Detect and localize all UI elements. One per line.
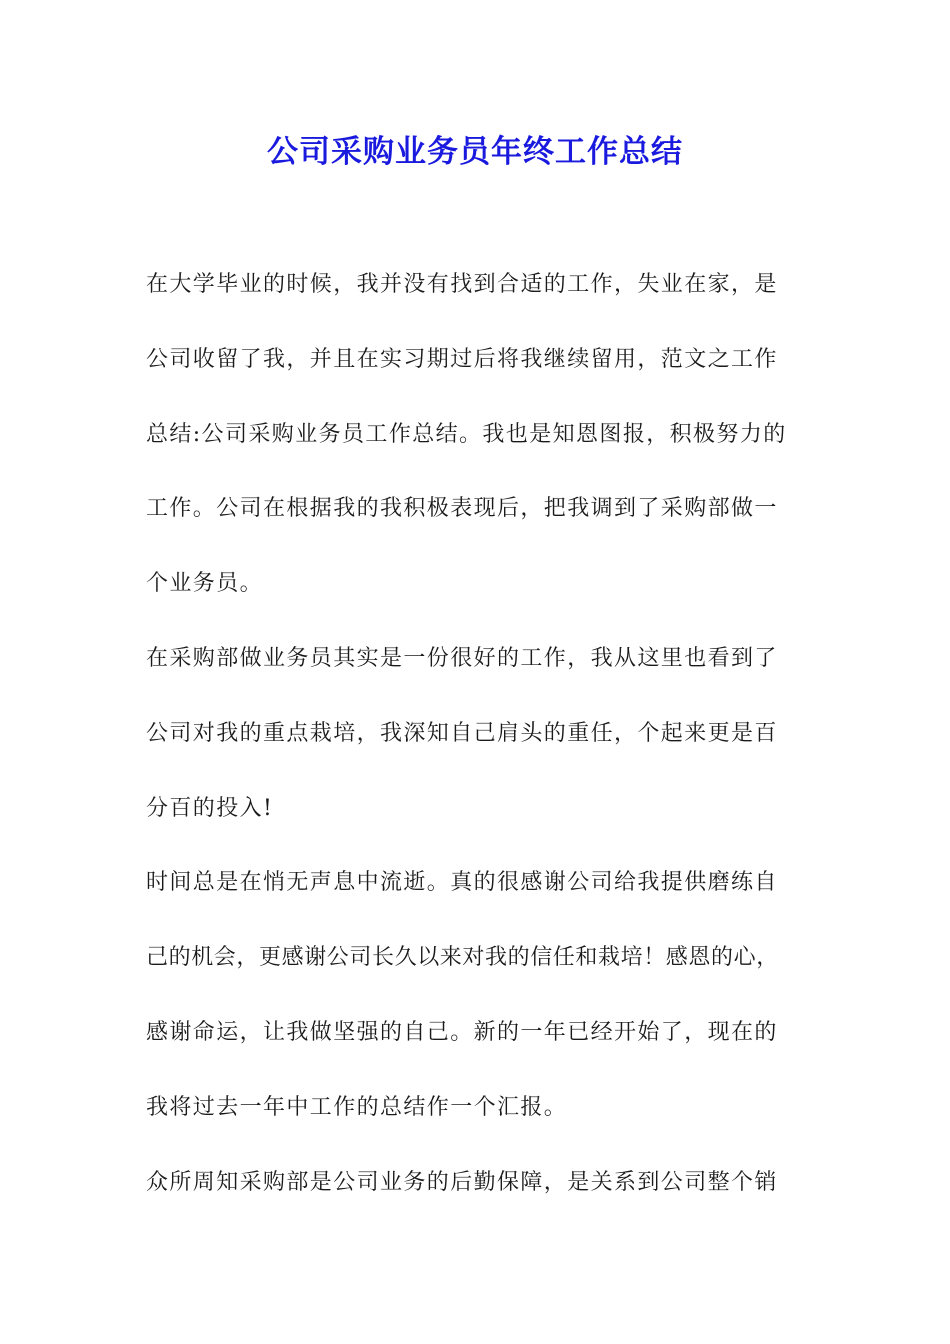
body-line: 总结:公司采购业务员工作总结。我也是知恩图报，积极努力的	[146, 421, 787, 447]
body-line: 个业务员。	[146, 571, 264, 597]
body-line: 公司对我的重点栽培，我深知自己肩头的重任，个起来更是百	[146, 720, 778, 746]
body-line: 己的机会，更感谢公司长久以来对我的信任和栽培！感恩的心，	[146, 945, 779, 971]
body-line: 工作。公司在根据我的我积极表现后，把我调到了采购部做一	[146, 496, 778, 522]
document-body	[146, 262, 810, 1234]
body-line: 众所周知采购部是公司业务的后勤保障，是关系到公司整个销	[146, 1169, 778, 1195]
body-line: 在大学毕业的时候，我并没有找到合适的工作，失业在家，是	[146, 272, 778, 297]
body-line: 我将过去一年中工作的总结作一个汇报。	[146, 1094, 568, 1120]
document-title: 公司采购业务员年终工作总结	[267, 134, 683, 170]
body-line: 公司收留了我，并且在实习期过后将我继续留用，范文之工作	[146, 346, 778, 372]
body-line: 分百的投入!	[146, 795, 274, 821]
body-line: 在采购部做业务员其实是一份很好的工作，我从这里也看到了	[146, 645, 778, 671]
body-line: 感谢命运，让我做坚强的自己。新的一年已经开始了，现在的	[146, 1019, 778, 1045]
body-line: 时间总是在悄无声息中流逝。真的很感谢公司给我提供磨练自	[146, 870, 778, 896]
